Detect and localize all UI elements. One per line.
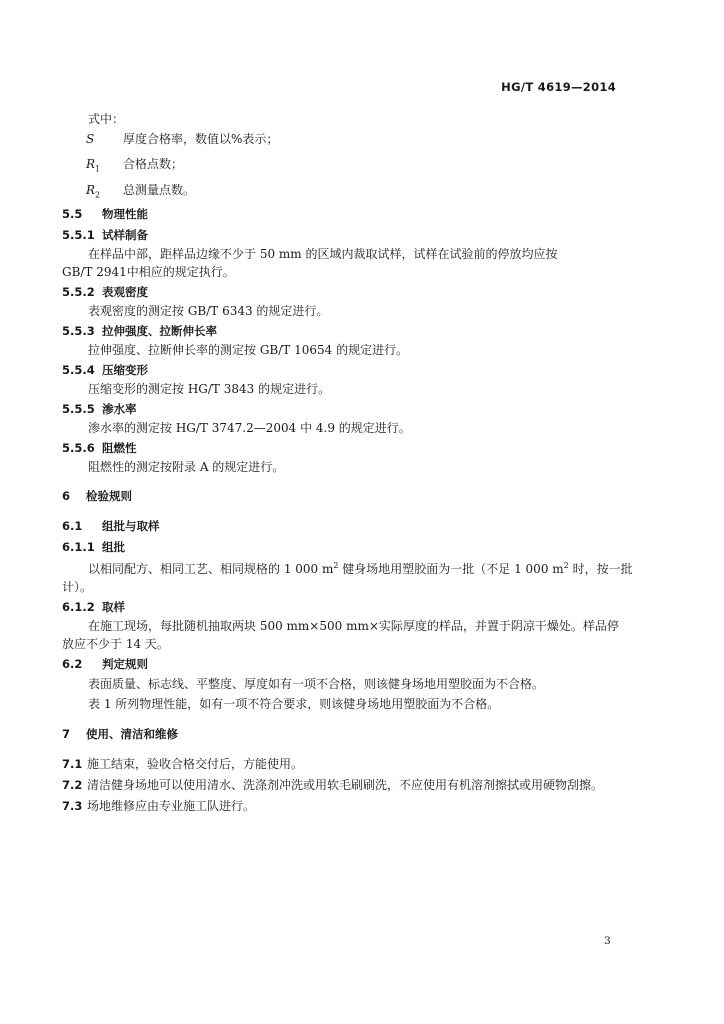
heading-6-1-1: 6.1.1 组批 — [62, 540, 125, 555]
paragraph-5-5-3: 拉伸强度、拉断伸长率的测定按 GB/T 10654 的规定进行。 — [88, 343, 409, 358]
paragraph-6-1-1-cont: 计）。 — [62, 580, 93, 595]
paragraph-5-5-6: 阻燃性的测定按附录 A 的规定进行。 — [88, 460, 285, 475]
formula-intro: 式中： — [88, 112, 125, 126]
clause-7-1: 7.1 施工结束，验收合格交付后，方能使用。 — [62, 757, 304, 772]
clause-7-2: 7.2 清洁健身场地可以使用清水、洗涤剂冲洗或用软毛刷刷洗，不应使用有机溶剂擦拭或用硬物刮擦。 — [62, 778, 604, 793]
document-body — [62, 109, 633, 816]
symbol: S — [86, 132, 95, 146]
heading-5-5: 5.5 物理性能 — [62, 207, 148, 222]
definition-row — [62, 154, 620, 179]
heading-5-5-3: 5.5.3 拉伸强度、拉断伸长率 — [62, 324, 217, 339]
definition-text: 总测量点数。 — [123, 182, 196, 197]
heading-5-5-5: 5.5.5 渗水率 — [62, 402, 137, 417]
symbol: $R_2$ — [86, 182, 101, 200]
paragraph-6-1-2-cont: 放应不少于 14 天。 — [62, 637, 169, 652]
definition-text: 合格点数； — [123, 157, 184, 172]
heading-5-5-6: 5.5.6 阻燃性 — [62, 441, 137, 456]
paragraph-6-2-a: 表面质量、标志线、平整度、厚度如有一项不合格，则该健身场地用塑胶面为不合格。 — [88, 677, 545, 692]
paragraph-6-1-1: 以相同配方、相同工艺、相同规格的 1 000 $m^2$ 健身场地用塑胶面为一批（不足 1 000 $m^2$ 时，按一批 — [88, 561, 633, 577]
heading-5-5-2: 5.5.2 表观密度 — [62, 285, 148, 300]
paragraph-6-1-2: 在施工现场，每批随机抽取两块 500 mm×500 mm×实际厚度的样品，并置于阴凉干燥处。样品停 — [88, 619, 619, 634]
heading-6-2: 6.2 判定规则 — [62, 657, 148, 672]
heading-6-1-2: 6.1.2 取样 — [62, 600, 125, 615]
standard-code: HG/T 4619—2014 — [501, 80, 616, 94]
formula-definitions — [62, 109, 620, 205]
definition-row — [62, 129, 620, 154]
heading-7: 7 使用、清洁和维修 — [62, 727, 178, 742]
paragraph-5-5-1: 在样品中部，距样品边缘不少于 50 mm 的区域内裁取试样，试样在试验前的停放均应按 — [88, 247, 558, 262]
clause-7-3: 7.3 场地维修应由专业施工队进行。 — [62, 799, 256, 814]
definition-text: 厚度合格率，数值以%表示； — [123, 132, 279, 146]
heading-5-5-1: 5.5.1 试样制备 — [62, 228, 148, 243]
paragraph-5-5-1-cont: GB/T 2941中相应的规定执行。 — [62, 265, 235, 280]
heading-6-1: 6.1 组批与取样 — [62, 519, 160, 534]
symbol: $R_1$ — [86, 157, 101, 174]
heading-6: 6 检验规则 — [62, 489, 132, 504]
paragraph-5-5-4: 压缩变形的测定按 HG/T 3843 的规定进行。 — [88, 382, 331, 397]
page-number: 3 — [604, 935, 611, 947]
paragraph-6-2-b: 表 1 所列物理性能，如有一项不符合要求，则该健身场地用塑胶面为不合格。 — [88, 697, 500, 712]
paragraph-5-5-2: 表观密度的测定按 GB/T 6343 的规定进行。 — [88, 304, 329, 319]
definition-row — [62, 180, 620, 205]
heading-5-5-4: 5.5.4 压缩变形 — [62, 363, 148, 378]
paragraph-5-5-5: 渗水率的测定按 HG/T 3747.2—2004 中 4.9 的规定进行。 — [88, 421, 411, 436]
